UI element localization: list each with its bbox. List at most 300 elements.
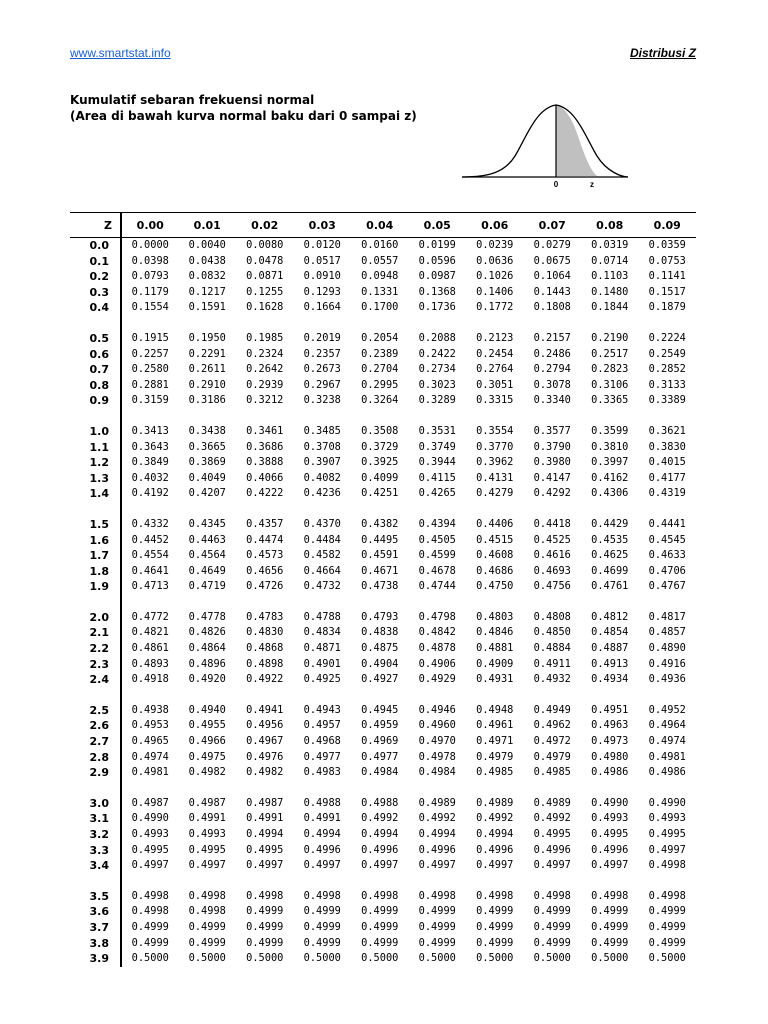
probability-cell: 0.3790 bbox=[533, 440, 571, 453]
probability-cell: 0.4999 bbox=[303, 936, 341, 949]
probability-cell: 0.4719 bbox=[188, 580, 226, 593]
probability-cell: 0.4998 bbox=[131, 889, 169, 902]
probability-cell: 0.3944 bbox=[418, 456, 456, 469]
probability-cell: 0.4861 bbox=[131, 642, 169, 655]
probability-cell: 0.4066 bbox=[246, 471, 284, 484]
probability-cell: 0.1517 bbox=[648, 285, 686, 298]
z-value-cell: 1.8 bbox=[70, 564, 121, 580]
z-value-cell: 3.0 bbox=[70, 796, 121, 812]
probability-cell: 0.2517 bbox=[591, 347, 629, 360]
probability-cell: 0.4960 bbox=[418, 719, 456, 732]
spacer-cell bbox=[121, 874, 696, 889]
probability-cell: 0.1217 bbox=[188, 285, 226, 298]
probability-cell: 0.4955 bbox=[188, 719, 226, 732]
table-row bbox=[70, 843, 696, 859]
probability-cell: 0.3238 bbox=[303, 394, 341, 407]
probability-cell: 0.4970 bbox=[418, 735, 456, 748]
probability-cell: 0.3925 bbox=[361, 456, 399, 469]
probability-cell: 0.5000 bbox=[303, 952, 341, 965]
table-row bbox=[70, 517, 696, 533]
probability-cell: 0.4573 bbox=[246, 549, 284, 562]
table-row bbox=[70, 672, 696, 688]
probability-cell: 0.4357 bbox=[246, 517, 284, 530]
probability-cell: 0.4985 bbox=[533, 766, 571, 779]
probability-cell: 0.1443 bbox=[533, 285, 571, 298]
probability-cell: 0.4953 bbox=[131, 719, 169, 732]
probability-cell: 0.4999 bbox=[591, 936, 629, 949]
probability-cell: 0.4999 bbox=[591, 920, 629, 933]
probability-cell: 0.4982 bbox=[188, 766, 226, 779]
probability-cell: 0.4996 bbox=[533, 843, 571, 856]
z-value-cell: 3.7 bbox=[70, 920, 121, 936]
probability-cell: 0.4783 bbox=[246, 610, 284, 623]
probability-cell: 0.4993 bbox=[188, 828, 226, 840]
probability-cell: 0.3665 bbox=[188, 440, 226, 453]
probability-cell: 0.4545 bbox=[648, 533, 686, 546]
probability-cell: 0.4998 bbox=[418, 889, 456, 902]
table-row bbox=[70, 471, 696, 487]
probability-cell: 0.4997 bbox=[476, 859, 514, 872]
table-row bbox=[70, 424, 696, 440]
probability-cell: 0.1772 bbox=[476, 301, 514, 314]
probability-cell: 0.4474 bbox=[246, 533, 284, 546]
probability-cell: 0.2852 bbox=[648, 363, 686, 376]
table-row bbox=[70, 889, 696, 905]
probability-cell: 0.1879 bbox=[648, 301, 686, 314]
probability-cell: 0.0478 bbox=[246, 254, 284, 267]
z-value-cell: 0.3 bbox=[70, 285, 121, 301]
table-row bbox=[70, 750, 696, 766]
probability-cell: 0.4999 bbox=[476, 905, 514, 918]
site-link[interactable]: www.smartstat.info bbox=[70, 46, 171, 60]
spacer-cell bbox=[70, 688, 121, 703]
probability-cell: 0.1915 bbox=[131, 331, 169, 344]
z-value-cell: 2.2 bbox=[70, 641, 121, 657]
table-row bbox=[70, 858, 696, 874]
group-spacer bbox=[70, 688, 696, 703]
probability-cell: 0.1026 bbox=[476, 270, 514, 283]
probability-cell: 0.2939 bbox=[246, 378, 284, 391]
probability-cell: 0.4693 bbox=[533, 564, 571, 577]
table-row bbox=[70, 238, 696, 254]
group-spacer bbox=[70, 502, 696, 517]
zero-label: 0 bbox=[553, 180, 559, 189]
probability-cell: 0.4969 bbox=[361, 735, 399, 748]
probability-cell: 0.2324 bbox=[246, 347, 284, 360]
probability-cell: 0.5000 bbox=[418, 952, 456, 965]
probability-cell: 0.4846 bbox=[476, 626, 514, 639]
probability-cell: 0.4964 bbox=[648, 719, 686, 732]
probability-cell: 0.0557 bbox=[361, 254, 399, 267]
probability-cell: 0.0948 bbox=[361, 270, 399, 283]
probability-cell: 0.3980 bbox=[533, 456, 571, 469]
probability-cell: 0.4981 bbox=[648, 750, 686, 763]
probability-cell: 0.4978 bbox=[418, 750, 456, 763]
probability-cell: 0.4922 bbox=[246, 673, 284, 686]
table-row bbox=[70, 610, 696, 626]
probability-cell: 0.4974 bbox=[648, 735, 686, 748]
probability-cell: 0.4850 bbox=[533, 626, 571, 639]
probability-cell: 0.4678 bbox=[418, 564, 456, 577]
probability-cell: 0.4495 bbox=[361, 533, 399, 546]
probability-cell: 0.4977 bbox=[303, 750, 341, 763]
probability-cell: 0.4015 bbox=[648, 456, 686, 469]
probability-cell: 0.3643 bbox=[131, 440, 169, 453]
probability-cell: 0.0675 bbox=[533, 254, 571, 267]
probability-cell: 0.1554 bbox=[131, 301, 169, 314]
probability-cell: 0.3729 bbox=[361, 440, 399, 453]
probability-cell: 0.4998 bbox=[361, 889, 399, 902]
probability-cell: 0.4997 bbox=[648, 843, 686, 856]
probability-cell: 0.4992 bbox=[418, 812, 456, 825]
z-value-cell: 2.7 bbox=[70, 734, 121, 750]
probability-cell: 0.4896 bbox=[188, 657, 226, 670]
probability-cell: 0.3810 bbox=[591, 440, 629, 453]
probability-cell: 0.4938 bbox=[131, 703, 169, 716]
z-value-cell: 2.3 bbox=[70, 657, 121, 673]
probability-cell: 0.4911 bbox=[533, 657, 571, 670]
probability-cell: 0.3830 bbox=[648, 440, 686, 453]
column-header: 0.01 bbox=[179, 213, 237, 238]
probability-cell: 0.4463 bbox=[188, 533, 226, 546]
probability-cell: 0.4996 bbox=[303, 843, 341, 856]
z-value-cell: 0.5 bbox=[70, 331, 121, 347]
probability-cell: 0.2389 bbox=[361, 347, 399, 360]
probability-cell: 0.4989 bbox=[476, 796, 514, 809]
probability-cell: 0.4996 bbox=[418, 843, 456, 856]
probability-cell: 0.3485 bbox=[303, 424, 341, 437]
probability-cell: 0.2794 bbox=[533, 363, 571, 376]
table-row bbox=[70, 269, 696, 285]
probability-cell: 0.4999 bbox=[418, 905, 456, 918]
probability-cell: 0.0871 bbox=[246, 270, 284, 283]
z-value-cell: 0.7 bbox=[70, 362, 121, 378]
probability-cell: 0.3078 bbox=[533, 378, 571, 391]
probability-cell: 0.4177 bbox=[648, 471, 686, 484]
probability-cell: 0.4878 bbox=[418, 642, 456, 655]
table-row bbox=[70, 703, 696, 719]
probability-cell: 0.0000 bbox=[131, 239, 169, 251]
probability-cell: 0.4418 bbox=[533, 517, 571, 530]
probability-cell: 0.3869 bbox=[188, 456, 226, 469]
z-value-cell: 3.5 bbox=[70, 889, 121, 905]
probability-cell: 0.4082 bbox=[303, 471, 341, 484]
probability-cell: 0.4936 bbox=[648, 673, 686, 686]
probability-cell: 0.4868 bbox=[246, 642, 284, 655]
probability-cell: 0.2881 bbox=[131, 378, 169, 391]
probability-cell: 0.4997 bbox=[188, 859, 226, 872]
probability-cell: 0.0910 bbox=[303, 270, 341, 283]
table-row bbox=[70, 285, 696, 301]
column-header: 0.04 bbox=[351, 213, 409, 238]
probability-cell: 0.4998 bbox=[131, 905, 169, 918]
probability-cell: 0.4993 bbox=[131, 828, 169, 840]
probability-cell: 0.3106 bbox=[591, 378, 629, 391]
z-value-cell: 3.2 bbox=[70, 827, 121, 843]
table-row bbox=[70, 378, 696, 394]
z-value-cell: 0.9 bbox=[70, 393, 121, 409]
probability-cell: 0.4999 bbox=[246, 920, 284, 933]
probability-cell: 0.4998 bbox=[246, 889, 284, 902]
probability-cell: 0.4515 bbox=[476, 533, 514, 546]
probability-cell: 0.4761 bbox=[591, 580, 629, 593]
probability-cell: 0.3770 bbox=[476, 440, 514, 453]
probability-cell: 0.4999 bbox=[303, 905, 341, 918]
probability-cell: 0.0793 bbox=[131, 270, 169, 283]
probability-cell: 0.4994 bbox=[246, 828, 284, 840]
curve-line bbox=[462, 105, 628, 177]
probability-cell: 0.2734 bbox=[418, 363, 456, 376]
table-row bbox=[70, 920, 696, 936]
probability-cell: 0.0438 bbox=[188, 254, 226, 267]
probability-cell: 0.4997 bbox=[246, 859, 284, 872]
probability-cell: 0.4554 bbox=[131, 549, 169, 562]
probability-cell: 0.1591 bbox=[188, 301, 226, 314]
table-row bbox=[70, 564, 696, 580]
probability-cell: 0.4994 bbox=[361, 828, 399, 840]
probability-cell: 0.4812 bbox=[591, 610, 629, 623]
probability-cell: 0.4999 bbox=[533, 936, 571, 949]
document-title: Distribusi Z bbox=[629, 46, 696, 60]
probability-cell: 0.4946 bbox=[418, 703, 456, 716]
probability-cell: 0.4641 bbox=[131, 564, 169, 577]
probability-cell: 0.4998 bbox=[648, 889, 686, 902]
probability-cell: 0.3997 bbox=[591, 456, 629, 469]
probability-cell: 0.0398 bbox=[131, 254, 169, 267]
table-row bbox=[70, 362, 696, 378]
spacer-cell bbox=[121, 781, 696, 796]
z-value-cell: 0.8 bbox=[70, 378, 121, 394]
table-row bbox=[70, 393, 696, 409]
probability-cell: 0.3023 bbox=[418, 378, 456, 391]
probability-cell: 0.0359 bbox=[648, 239, 686, 251]
probability-cell: 0.4990 bbox=[591, 796, 629, 809]
z-value-cell: 2.5 bbox=[70, 703, 121, 719]
z-value-cell: 0.2 bbox=[70, 269, 121, 285]
probability-cell: 0.4987 bbox=[188, 796, 226, 809]
z-value-cell: 3.1 bbox=[70, 811, 121, 827]
probability-cell: 0.4940 bbox=[188, 703, 226, 716]
z-value-cell: 3.4 bbox=[70, 858, 121, 874]
probability-cell: 0.4484 bbox=[303, 533, 341, 546]
probability-cell: 0.1950 bbox=[188, 331, 226, 344]
probability-cell: 0.4995 bbox=[648, 828, 686, 840]
probability-cell: 0.4998 bbox=[188, 905, 226, 918]
probability-cell: 0.4803 bbox=[476, 610, 514, 623]
probability-cell: 0.0239 bbox=[476, 239, 514, 251]
z-label: z bbox=[590, 180, 594, 189]
probability-cell: 0.4826 bbox=[188, 626, 226, 639]
probability-cell: 0.0596 bbox=[418, 254, 456, 267]
z-value-cell: 1.4 bbox=[70, 486, 121, 502]
probability-cell: 0.4959 bbox=[361, 719, 399, 732]
spacer-cell bbox=[121, 502, 696, 517]
probability-cell: 0.3186 bbox=[188, 394, 226, 407]
probability-cell: 0.2123 bbox=[476, 331, 514, 344]
probability-cell: 0.4997 bbox=[303, 859, 341, 872]
table-row bbox=[70, 657, 696, 673]
probability-cell: 0.4931 bbox=[476, 673, 514, 686]
table-row bbox=[70, 641, 696, 657]
probability-cell: 0.1480 bbox=[591, 285, 629, 298]
probability-cell: 0.4881 bbox=[476, 642, 514, 655]
probability-cell: 0.4952 bbox=[648, 703, 686, 716]
probability-cell: 0.1103 bbox=[591, 270, 629, 283]
probability-cell: 0.4925 bbox=[303, 673, 341, 686]
probability-cell: 0.3907 bbox=[303, 456, 341, 469]
probability-cell: 0.4906 bbox=[418, 657, 456, 670]
probability-cell: 0.4821 bbox=[131, 626, 169, 639]
probability-cell: 0.4979 bbox=[476, 750, 514, 763]
z-column-header: Z bbox=[70, 213, 121, 238]
probability-cell: 0.4998 bbox=[303, 889, 341, 902]
group-spacer bbox=[70, 874, 696, 889]
probability-cell: 0.4981 bbox=[131, 766, 169, 779]
table-row bbox=[70, 765, 696, 781]
probability-cell: 0.2291 bbox=[188, 347, 226, 360]
column-header: 0.06 bbox=[466, 213, 524, 238]
probability-cell: 0.4904 bbox=[361, 657, 399, 670]
probability-cell: 0.4370 bbox=[303, 517, 341, 530]
probability-cell: 0.4441 bbox=[648, 517, 686, 530]
probability-cell: 0.1064 bbox=[533, 270, 571, 283]
table-row bbox=[70, 951, 696, 967]
probability-cell: 0.2454 bbox=[476, 347, 514, 360]
probability-cell: 0.4990 bbox=[648, 796, 686, 809]
column-header: 0.07 bbox=[524, 213, 582, 238]
probability-cell: 0.3389 bbox=[648, 394, 686, 407]
table-row bbox=[70, 486, 696, 502]
probability-cell: 0.1141 bbox=[648, 270, 686, 283]
probability-cell: 0.5000 bbox=[131, 952, 169, 965]
probability-cell: 0.4997 bbox=[131, 859, 169, 872]
probability-cell: 0.4713 bbox=[131, 580, 169, 593]
probability-cell: 0.4997 bbox=[533, 859, 571, 872]
probability-cell: 0.4993 bbox=[648, 812, 686, 825]
probability-cell: 0.4649 bbox=[188, 564, 226, 577]
probability-cell: 0.4948 bbox=[476, 703, 514, 716]
probability-cell: 0.3438 bbox=[188, 424, 226, 437]
probability-cell: 0.4951 bbox=[591, 703, 629, 716]
column-header: 0.03 bbox=[294, 213, 352, 238]
probability-cell: 0.3159 bbox=[131, 394, 169, 407]
probability-cell: 0.4991 bbox=[246, 812, 284, 825]
probability-cell: 0.4996 bbox=[591, 843, 629, 856]
probability-cell: 0.4319 bbox=[648, 487, 686, 500]
probability-cell: 0.4941 bbox=[246, 703, 284, 716]
table-row bbox=[70, 300, 696, 316]
table-row bbox=[70, 904, 696, 920]
probability-cell: 0.2088 bbox=[418, 331, 456, 344]
probability-cell: 0.5000 bbox=[476, 952, 514, 965]
probability-cell: 0.4920 bbox=[188, 673, 226, 686]
table-row bbox=[70, 254, 696, 270]
probability-cell: 0.4998 bbox=[533, 889, 571, 902]
probability-cell: 0.4890 bbox=[648, 642, 686, 655]
probability-cell: 0.1255 bbox=[246, 285, 284, 298]
probability-cell: 0.4991 bbox=[303, 812, 341, 825]
probability-cell: 0.4949 bbox=[533, 703, 571, 716]
z-value-cell: 2.8 bbox=[70, 750, 121, 766]
probability-cell: 0.4999 bbox=[648, 920, 686, 933]
probability-cell: 0.4599 bbox=[418, 549, 456, 562]
probability-cell: 0.4591 bbox=[361, 549, 399, 562]
probability-cell: 0.0080 bbox=[246, 239, 284, 251]
probability-cell: 0.4967 bbox=[246, 735, 284, 748]
probability-cell: 0.3461 bbox=[246, 424, 284, 437]
probability-cell: 0.1700 bbox=[361, 301, 399, 314]
probability-cell: 0.3686 bbox=[246, 440, 284, 453]
probability-cell: 0.4871 bbox=[303, 642, 341, 655]
z-value-cell: 2.1 bbox=[70, 625, 121, 641]
table-row bbox=[70, 548, 696, 564]
probability-cell: 0.4984 bbox=[361, 766, 399, 779]
column-header: 0.09 bbox=[639, 213, 697, 238]
z-value-cell: 0.0 bbox=[70, 238, 121, 254]
probability-cell: 0.4999 bbox=[131, 920, 169, 933]
table-row bbox=[70, 718, 696, 734]
probability-cell: 0.4732 bbox=[303, 580, 341, 593]
probability-cell: 0.4999 bbox=[591, 905, 629, 918]
spacer-cell bbox=[70, 409, 121, 424]
probability-cell: 0.4992 bbox=[533, 812, 571, 825]
probability-cell: 0.4997 bbox=[361, 859, 399, 872]
probability-cell: 0.4962 bbox=[533, 719, 571, 732]
probability-cell: 0.4986 bbox=[591, 766, 629, 779]
probability-cell: 0.2422 bbox=[418, 347, 456, 360]
probability-cell: 0.3413 bbox=[131, 424, 169, 437]
probability-cell: 0.4982 bbox=[246, 766, 284, 779]
probability-cell: 0.4564 bbox=[188, 549, 226, 562]
probability-cell: 0.4999 bbox=[418, 936, 456, 949]
probability-cell: 0.4916 bbox=[648, 657, 686, 670]
probability-cell: 0.0832 bbox=[188, 270, 226, 283]
probability-cell: 0.2019 bbox=[303, 331, 341, 344]
z-value-cell: 3.8 bbox=[70, 936, 121, 952]
probability-cell: 0.4983 bbox=[303, 766, 341, 779]
probability-cell: 0.4999 bbox=[533, 920, 571, 933]
probability-cell: 0.4993 bbox=[591, 812, 629, 825]
probability-cell: 0.4842 bbox=[418, 626, 456, 639]
probability-cell: 0.1985 bbox=[246, 331, 284, 344]
table-row bbox=[70, 811, 696, 827]
spacer-cell bbox=[70, 781, 121, 796]
probability-cell: 0.4633 bbox=[648, 549, 686, 562]
probability-cell: 0.4932 bbox=[533, 673, 571, 686]
probability-cell: 0.4656 bbox=[246, 564, 284, 577]
probability-cell: 0.4147 bbox=[533, 471, 571, 484]
probability-cell: 0.2704 bbox=[361, 363, 399, 376]
probability-cell: 0.4999 bbox=[361, 905, 399, 918]
probability-cell: 0.4834 bbox=[303, 626, 341, 639]
probability-cell: 0.4778 bbox=[188, 610, 226, 623]
probability-cell: 0.0753 bbox=[648, 254, 686, 267]
spacer-cell bbox=[121, 688, 696, 703]
table-row bbox=[70, 533, 696, 549]
probability-cell: 0.2995 bbox=[361, 378, 399, 391]
probability-cell: 0.3289 bbox=[418, 394, 456, 407]
probability-cell: 0.4999 bbox=[533, 905, 571, 918]
probability-cell: 0.4535 bbox=[591, 533, 629, 546]
probability-cell: 0.4999 bbox=[246, 905, 284, 918]
probability-cell: 0.4913 bbox=[591, 657, 629, 670]
probability-cell: 0.3708 bbox=[303, 440, 341, 453]
probability-cell: 0.4884 bbox=[533, 642, 571, 655]
probability-cell: 0.4798 bbox=[418, 610, 456, 623]
probability-cell: 0.4989 bbox=[418, 796, 456, 809]
probability-cell: 0.4887 bbox=[591, 642, 629, 655]
probability-cell: 0.2486 bbox=[533, 347, 571, 360]
